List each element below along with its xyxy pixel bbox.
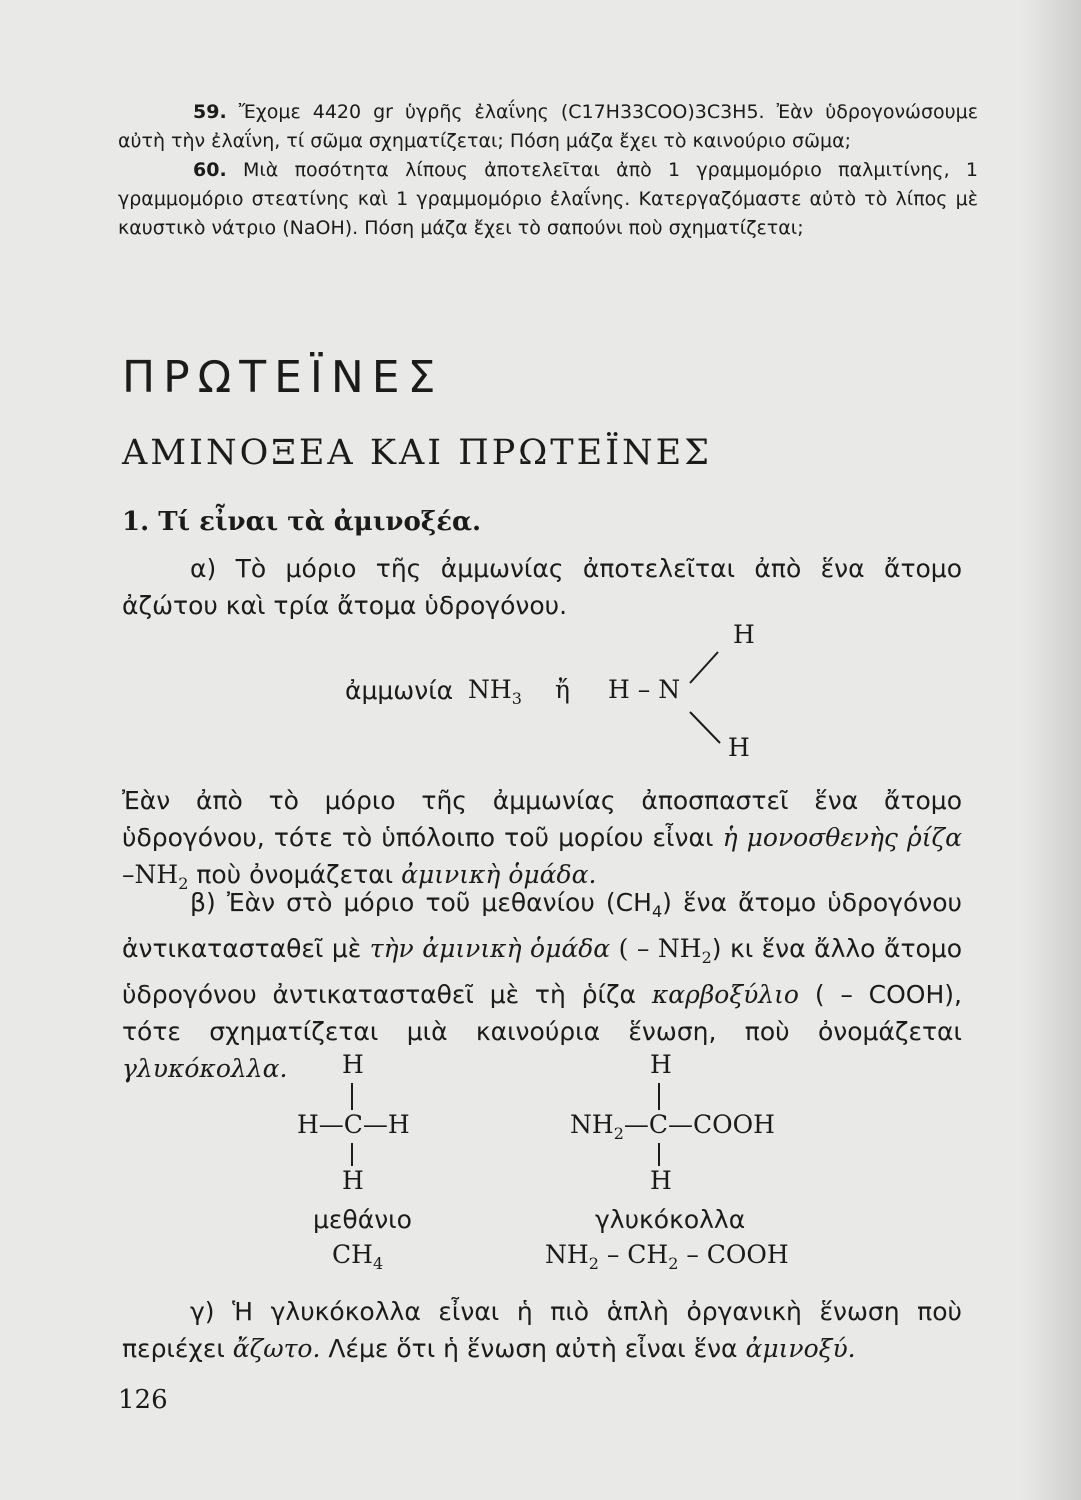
section-heading: 1. Τί εἶναι τὰ ἀμινοξέα. <box>122 507 482 537</box>
methane-name: μεθάνιο <box>313 1205 412 1234</box>
or-word: ἤ <box>555 675 570 704</box>
paragraph-amine: Ἐὰν ἀπὸ τὸ μόριο τῆς ἀμμωνίας ἀποσπαστεῖ ἕνα ἄτομο ὑδρογόνου, τότε τὸ ὑπόλοιπο τοῦ μορίου εἶναι ἡ μονοσθενὴς ῥίζα $-NH_2$ ποὺ ὀνομάζεται ἀμινικὴ ὁμάδα. <box>122 786 962 893</box>
exercise-59: 59. Ἔχομε 4420 gr ὑγρῆς ἐλαΐνης (C17H33COO)3C3H5. Ἐὰν ὑδρογονώσουμε αὐτὴ τὴν ἐλαΐνη, τί σῶμα σχηματίζεται; Πόση μάζα ἔχει τὸ καινούριο σῶμα; <box>118 101 978 152</box>
paragraph-a: α) Τὸ μόριο τῆς ἀμμωνίας ἀποτελεῖται ἀπὸ ἕνα ἄτομο ἀζώτου καὶ τρία ἄτομα ὑδρογόνου. <box>122 554 962 620</box>
exercise-60: 60. Μιὰ ποσότητα λίπους ἀποτελεῖται ἀπὸ 1 γραμμομόριο παλμιτίνης, 1 γραμμομόριο στεατίνης καὶ 1 γραμμομόριο ἐλαΐνης. Κατεργαζόμαστε αὐτὸ τὸ λίπος μὲ καυστικὸ νάτριο (NaOH). Πόση μάζα ἔχει τὸ σαπούνι ποὺ σχηματίζεται; <box>118 159 978 239</box>
chapter-title: ΠΡΩΤΕΪΝΕΣ <box>122 352 444 403</box>
ammonia-bond-down <box>690 712 720 743</box>
ammonia-h-bottom: H <box>728 733 750 762</box>
paragraph-b: β) Ἐὰν στὸ μόριο τοῦ μεθανίου $(CH_4)$ ἕνα ἄτομο ὑδρογόνου ἀντικατασταθεῖ μὲ τὴν ἀμινικὴ ὁμάδα ( – $NH_2$) κι ἕνα ἄλλο ἄτομο ὑδρογόνου ἀντικατασταθεῖ μὲ τὴ ῥίζα καρβοξύλιο ( – COOH), τότε σχηματίζεται μιὰ καινούρια ἕνωση, ποὺ ὀνομάζεται γλυκόκολλα. <box>122 888 962 1083</box>
glycine-formula: $NH_2 - CH_2$ – COOH <box>545 1240 789 1273</box>
ammonia-label: ἀμμωνία <box>345 676 454 705</box>
ammonia-h-n: H – N <box>608 675 681 704</box>
glycine-name: γλυκόκολλα <box>595 1205 746 1234</box>
ammonia-formula: $NH_3$ <box>468 675 522 708</box>
methane-h-bottom: H <box>342 1166 364 1195</box>
page-number: 126 <box>118 1385 168 1415</box>
glycine-middle: $NH_2—C—COOH$ <box>570 1110 775 1143</box>
methane-h-top: H <box>342 1050 364 1079</box>
methane-middle: H—C—H <box>297 1110 410 1139</box>
ammonia-h-top: H <box>733 620 755 649</box>
glycine-h-top: H <box>650 1050 672 1079</box>
methane-formula: $CH_4$ <box>332 1240 384 1273</box>
ammonia-bond-up <box>690 652 718 683</box>
chapter-subtitle: ΑΜΙΝΟΞΕΑ ΚΑΙ ΠΡΩΤΕΪΝΕΣ <box>122 433 712 473</box>
paragraph-c: γ) Ἡ γλυκόκολλα εἶναι ἡ πιὸ ἁπλὴ ὀργανικὴ ἕνωση ποὺ περιέχει ἄζωτο. Λέμε ὅτι ἡ ἕνωση αὐτὴ εἶναι ἕνα ἀμινοξύ. <box>122 1297 962 1363</box>
glycine-h-bottom: H <box>650 1166 672 1195</box>
